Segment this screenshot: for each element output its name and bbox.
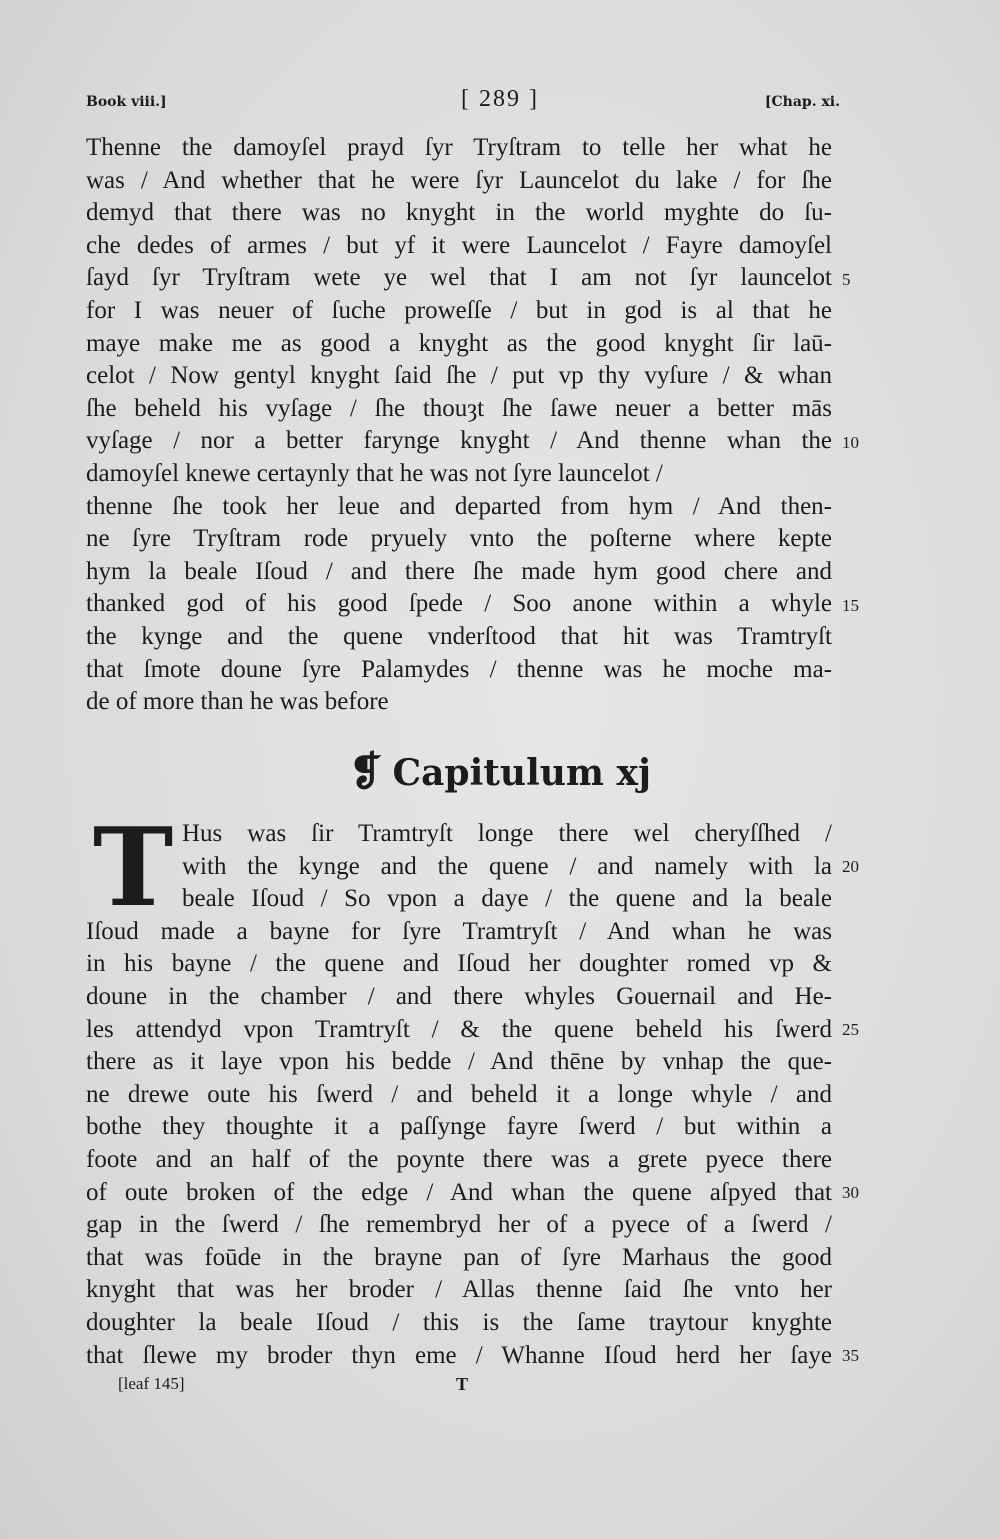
text-line: Thenne the damoyſel prayd ſyr Tryſtram to telle her what he: [86, 134, 832, 161]
line-number: 25: [842, 1020, 859, 1039]
paragraph-2: [86, 805, 832, 1372]
text-line: of oute broken of the edge / And whan the quene aſpyed that: [86, 1178, 832, 1206]
text-line: ſhe beheld his vyſage / ſhe thouȝt ſhe ſawe neuer a better mās: [86, 394, 832, 422]
text-line: for I was neuer of ſuche proweſſe / but in god is al that he: [86, 296, 832, 324]
chapter-heading: [0, 748, 1000, 795]
page-number: [ 289 ]: [461, 86, 539, 112]
text-line: hym la beale Iſoud / and there ſhe made hym good chere and: [86, 557, 832, 585]
text-line: de of more than he was before: [86, 688, 389, 716]
text-line: was / And whether that he were ſyr Launcelot du lake / for ſhe: [86, 166, 832, 194]
text-line: damoyſel knewe certaynly that he was not ſyre launcelot /: [86, 459, 663, 487]
paragraph-1: [86, 132, 832, 719]
text-line: demyd that there was no knyght in the world myghte do ſu-: [86, 199, 832, 227]
text-line: knyght that was her broder / Allas thenne ſaid ſhe vnto her: [86, 1276, 832, 1304]
text-line: thanked god of his good ſpede / Soo anone within a whyle: [86, 590, 832, 618]
running-head-book: Book viii.]: [86, 94, 167, 110]
chapter-title: Capitulum xj: [392, 752, 652, 794]
signature-mark: T: [456, 1374, 469, 1394]
text-line: gap in the ſwerd / ſhe remembryd her of a pyece of a ſwerd /: [86, 1211, 832, 1239]
text-line: ne ſyre Tryſtram rode pryuely vnto the poſterne where kepte: [86, 525, 832, 553]
text-line: foote and an half of the poynte there was a grete pyece there: [86, 1145, 832, 1173]
text-line: beale Iſoud / So vpon a daye / the quene and la beale: [182, 885, 832, 913]
pilcrow-icon: ❡: [348, 748, 383, 795]
text-line: vyſage / nor a better farynge knyght / And thenne whan the: [86, 427, 832, 455]
drop-cap: T: [92, 805, 174, 931]
text-line: doughter la beale Iſoud / this is the ſame traytour knyghte: [86, 1308, 832, 1336]
text-line: bothe they thoughte it a paſſynge fayre ſwerd / but within a: [86, 1113, 832, 1141]
running-head-chapter: [Chap. xi.: [764, 94, 840, 110]
text-line: Iſoud made a bayne for ſyre Tramtryſt / And whan he was: [86, 917, 832, 945]
text-line: thenne ſhe took her leue and departed from hym / And then-: [86, 492, 832, 520]
text-line: in his bayne / the quene and Iſoud her doughter romed vp &: [86, 950, 832, 978]
text-line: celot / Now gentyl knyght ſaid ſhe / put vp thy vyſure / & whan: [86, 362, 832, 390]
line-number: 15: [842, 596, 859, 615]
line-number: 10: [842, 433, 859, 452]
text-line: there as it laye vpon his bedde / And thēne by vnhap the que-: [86, 1048, 832, 1076]
line-number: 30: [842, 1183, 859, 1202]
text-line: maye make me as good a knyght as the good knyght ſir laū-: [86, 329, 832, 357]
text-line: that ſlewe my broder thyn eme / Whanne Iſoud herd her ſaye: [86, 1341, 832, 1369]
text-line: ne drewe oute his ſwerd / and beheld it a longe whyle / and: [86, 1080, 832, 1108]
text-line: che dedes of armes / but yf it were Launcelot / Fayre damoyſel: [86, 231, 832, 259]
text-line: Hus was ſir Tramtryſt longe there wel cheryſſhed /: [182, 820, 832, 847]
text-line: ſayd ſyr Tryſtram wete ye wel that I am not ſyr launcelot: [86, 264, 832, 292]
line-number: 5: [842, 270, 851, 289]
leaf-reference: [leaf 145]: [118, 1374, 185, 1393]
text-line: that ſmote doune ſyre Palamydes / thenne was he moche ma-: [86, 655, 832, 683]
line-number: 35: [842, 1346, 859, 1365]
text-line: les attendyd vpon Tramtryſt / & the quene beheld his ſwerd: [86, 1015, 832, 1043]
text-line: doune in the chamber / and there whyles Gouernail and He-: [86, 982, 832, 1010]
text-line: the kynge and the quene vnderſtood that hit was Tramtryſt: [86, 622, 832, 650]
text-line: with the kynge and the quene / and namely with la: [182, 852, 832, 880]
line-number: 20: [842, 857, 859, 876]
text-line: that was foūde in the brayne pan of ſyre Marhaus the good: [86, 1243, 832, 1271]
